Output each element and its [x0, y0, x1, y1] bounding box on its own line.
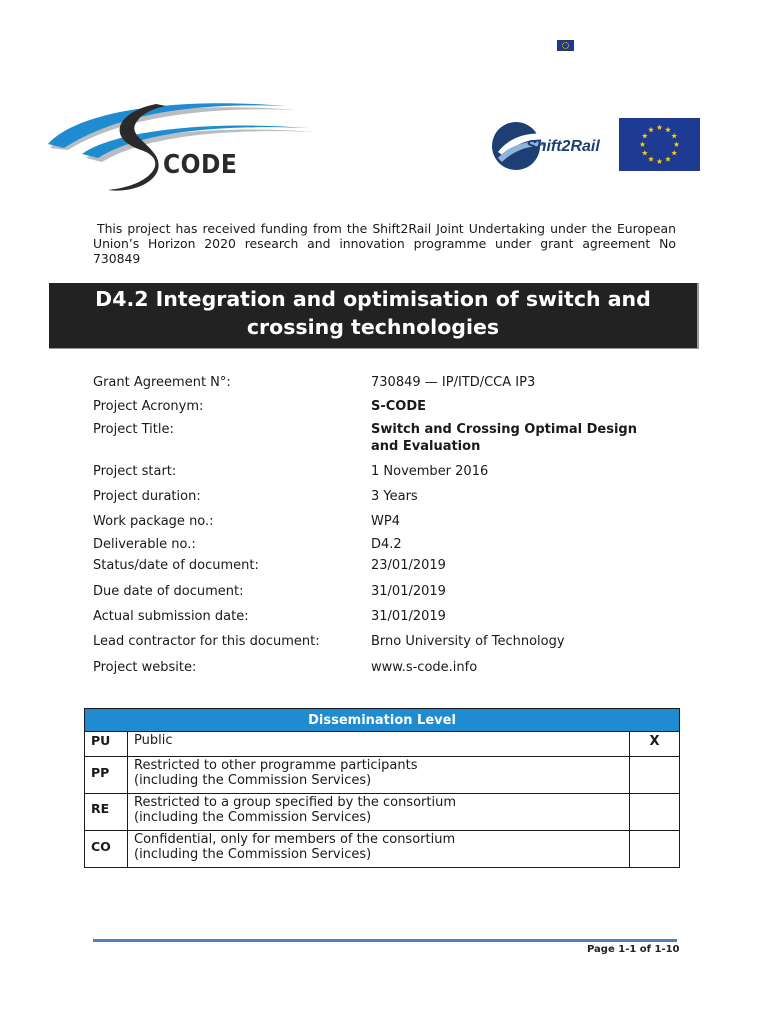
level-description: Public: [128, 732, 630, 757]
table-row: [85, 757, 680, 794]
info-value: www.s-code.info: [371, 660, 478, 675]
level-mark: [630, 757, 680, 794]
scode-wordmark: CODE: [163, 150, 238, 180]
info-value: Brno University of Technology: [371, 634, 565, 649]
info-value: 31/01/2019: [371, 584, 446, 599]
dissemination-table: [84, 708, 680, 868]
info-label: Due date of document:: [93, 584, 244, 599]
info-value: 730849 — IP/ITD/CCA IP3: [371, 375, 536, 390]
info-label: Project Acronym:: [93, 399, 204, 414]
info-value: Switch and Crossing Optimal Design and Evaluation: [371, 422, 637, 454]
table-row: [85, 732, 680, 757]
info-value: 31/01/2019: [371, 609, 446, 624]
info-value: S-CODE: [371, 399, 427, 414]
table-row: [85, 831, 680, 868]
eu-flag-small-icon: [557, 40, 574, 51]
info-label: Grant Agreement N°:: [93, 375, 231, 390]
info-label: Project Title:: [93, 422, 174, 437]
info-value: 23/01/2019: [371, 558, 446, 573]
document-title-line-1: D4.2 Integration and optimisation of switch and: [95, 287, 651, 311]
eu-flag-icon: [619, 118, 700, 171]
level-code: RE: [85, 794, 128, 831]
level-description: Confidential, only for members of the consortium (including the Commission Services): [128, 831, 630, 868]
info-label: Work package no.:: [93, 514, 214, 529]
document-title: [49, 283, 699, 349]
level-description: Restricted to other programme participants (including the Commission Services): [128, 757, 630, 794]
info-value: D4.2: [371, 537, 402, 552]
info-value: 1 November 2016: [371, 464, 489, 479]
dissemination-header: Dissemination Level: [85, 709, 680, 732]
info-label: Lead contractor for this document:: [93, 634, 320, 649]
funding-statement: This project has received funding from the Shift2Rail Joint Undertaking under the European Union’s Horizon 2020 research and innovation programme under grant agreement No 730849: [93, 221, 676, 266]
info-label: Project website:: [93, 660, 197, 675]
info-label: Project start:: [93, 464, 177, 479]
shift2rail-logo-icon: [490, 118, 610, 174]
level-mark: [630, 831, 680, 868]
shift2rail-wordmark: Shift2Rail: [526, 138, 600, 155]
info-label: Project duration:: [93, 489, 201, 504]
page-number: Page 1-1 of 1-10: [587, 944, 680, 955]
level-mark: X: [630, 732, 680, 757]
level-mark: [630, 794, 680, 831]
table-row: [85, 794, 680, 831]
level-code: CO: [85, 831, 128, 868]
footer-divider: [93, 939, 677, 942]
info-label: Status/date of document:: [93, 558, 259, 573]
scode-logo-icon: [46, 98, 321, 196]
info-label: Actual submission date:: [93, 609, 249, 624]
info-label: Deliverable no.:: [93, 537, 196, 552]
level-code: PU: [85, 732, 128, 757]
level-code: PP: [85, 757, 128, 794]
info-value: 3 Years: [371, 489, 418, 504]
level-description: Restricted to a group specified by the consortium (including the Commission Services): [128, 794, 630, 831]
info-value: WP4: [371, 514, 400, 529]
document-title-line-2: crossing technologies: [246, 315, 500, 339]
